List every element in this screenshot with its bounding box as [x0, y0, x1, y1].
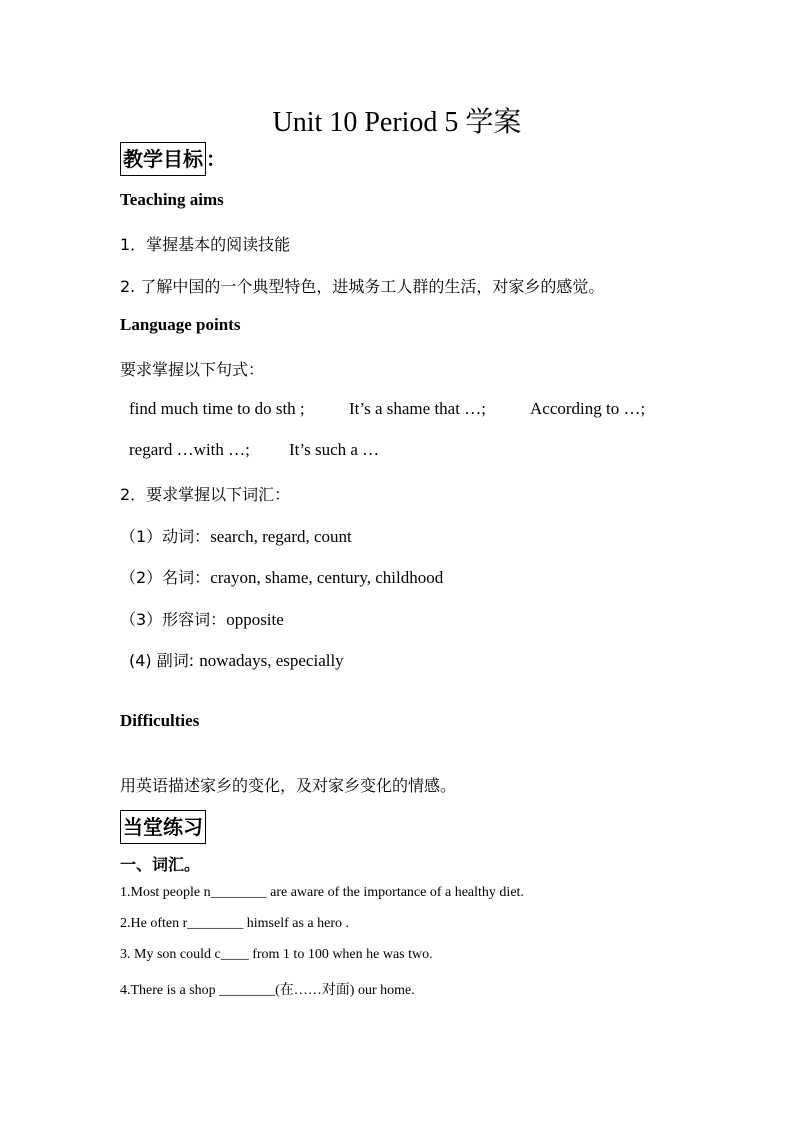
vocab-prefix: （2）名词：: [120, 568, 211, 587]
aim-item-1: 1．掌握基本的阅读技能: [120, 235, 291, 254]
vocab-prefix: （3）形容词：: [120, 610, 227, 629]
vocab-item-3: [120, 607, 284, 630]
sentence-intro: 要求掌握以下句式：: [120, 360, 265, 379]
vocab-intro: 2．要求掌握以下词汇：: [120, 485, 291, 504]
page-title: Unit 10 Period 5 学案: [272, 107, 522, 138]
vocab-words: search, regard, count: [210, 527, 352, 546]
exercise-4: 4.There is a shop ________(在……对面) our home.: [120, 983, 415, 998]
difficulties-text: 用英语描述家乡的变化，及对家乡变化的情感。: [120, 776, 457, 795]
exercise-2: 2.He often r________ himself as a hero .: [120, 916, 349, 931]
sentence-pattern-1: find much time to do sth ;: [129, 399, 305, 418]
difficulties-heading: Difficulties: [120, 711, 200, 730]
vocab-words: crayon, shame, century, childhood: [210, 568, 444, 587]
teaching-aims-heading: Teaching aims: [120, 190, 224, 209]
vocab-prefix: (4) 副词:: [129, 651, 200, 670]
aims-box-colon: ：: [206, 147, 226, 171]
vocab-prefix: （1）动词：: [120, 527, 211, 546]
aims-box-label: 教学目标: [120, 142, 206, 176]
exercise-1: 1.Most people n________ are aware of the importance of a healthy diet.: [120, 885, 524, 900]
language-points-heading: Language points: [120, 315, 241, 334]
exercise-3: 3. My son could c____ from 1 to 100 when he was two.: [120, 947, 433, 962]
vocab-words: nowadays, especially: [199, 651, 344, 670]
sentence-pattern-4: regard …with …;: [129, 440, 250, 459]
vocab-item-2: [120, 565, 443, 588]
sentence-pattern-5: It’s such a …: [289, 440, 380, 459]
aims-box-heading: [120, 142, 226, 176]
sentence-pattern-2: It’s a shame that …;: [349, 399, 486, 418]
sentence-pattern-3: According to …;: [530, 399, 646, 418]
practice-box-heading: [120, 810, 206, 844]
vocab-item-4: [129, 648, 344, 671]
vocab-item-1: [120, 524, 352, 547]
practice-box-label: 当堂练习: [120, 810, 206, 844]
section-vocab-heading: 一、词汇。: [120, 855, 201, 874]
vocab-words: opposite: [226, 610, 284, 629]
aim-item-2: 2. 了解中国的一个典型特色，进城务工人群的生活，对家乡的感觉。: [120, 277, 605, 296]
